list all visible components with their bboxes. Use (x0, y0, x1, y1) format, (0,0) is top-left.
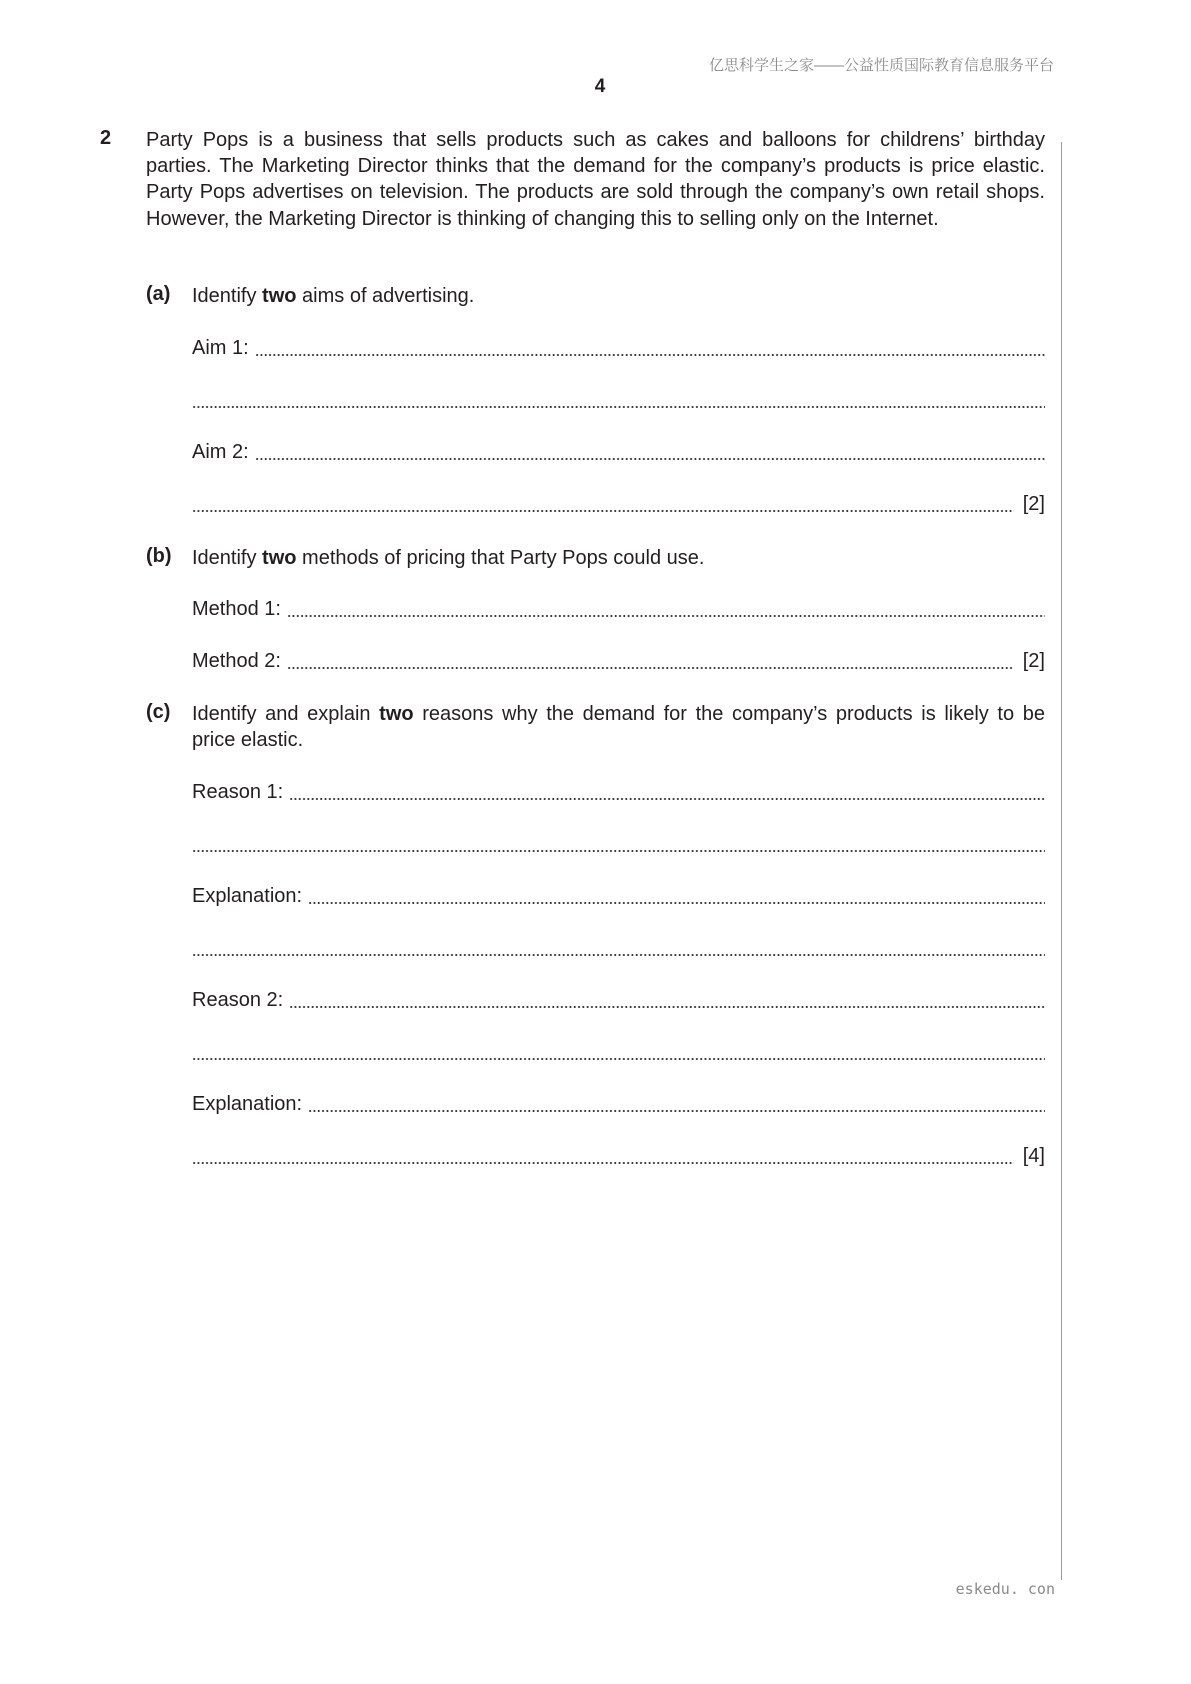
explanation-2-answer-line[interactable] (192, 1091, 1045, 1117)
reason-2-label: Reason 2: (192, 989, 284, 1011)
part-c-prompt-start: Identify and explain (192, 703, 380, 725)
dotted-rule (287, 615, 1045, 617)
dotted-rule (289, 798, 1045, 800)
question-stem: Party Pops is a business that sells products such as cakes and balloons for childrens’ birthday parties. The Marketing Director thinks that the demand for the company’s products is price elastic. Party Pops advertises on television. The products are sold through the company’s own retail shops. However, the Marketing Director is thinking of changing this to selling only on the Internet. (146, 129, 1045, 230)
dotted-rule (289, 1006, 1045, 1008)
part-b-label: (b) (146, 545, 172, 567)
explanation-2-label: Explanation: (192, 1093, 303, 1115)
aim-1-answer-line[interactable] (192, 335, 1045, 361)
part-a-prompt-emphasis: two (262, 285, 297, 307)
reason-2-answer-line[interactable] (192, 987, 1045, 1013)
dotted-rule (287, 667, 1014, 669)
part-c-label: (c) (146, 701, 171, 723)
aim-1-label: Aim 1: (192, 337, 249, 359)
header-watermark: 亿思科学生之家——公益性质国际教育信息服务平台 (708, 57, 1054, 74)
dotted-rule (255, 354, 1045, 356)
part-c-marks: [4] (1022, 1145, 1045, 1167)
page-number: 4 (594, 76, 606, 97)
part-a-marks: [2] (1022, 493, 1045, 515)
dotted-rule (192, 850, 1045, 852)
dotted-rule (192, 510, 1014, 512)
part-b-prompt-start: Identify (192, 547, 263, 569)
method-2-label: Method 2: (192, 650, 281, 672)
aim-2-answer-line[interactable] (192, 439, 1045, 465)
part-c-prompt-emphasis: two (379, 703, 414, 725)
part-a-prompt-start: Identify (192, 285, 263, 307)
reason-1-answer-line[interactable] (192, 779, 1045, 805)
method-2-answer-line[interactable] (192, 648, 1045, 674)
part-a-label: (a) (146, 283, 171, 305)
explanation-1-answer-continuation[interactable] (192, 935, 1045, 961)
aim-2-answer-continuation[interactable] (192, 491, 1045, 517)
footer-watermark: eskedu. con (955, 1580, 1055, 1598)
part-b-prompt-emphasis: two (262, 547, 297, 569)
explanation-1-answer-line[interactable] (192, 883, 1045, 909)
part-c-prompt-end: reasons why the demand for the company’s products is likely to be price elastic. (192, 703, 1045, 751)
part-b-marks: [2] (1022, 650, 1045, 672)
reason-2-answer-continuation[interactable] (192, 1039, 1045, 1065)
aim-2-label: Aim 2: (192, 441, 249, 463)
part-b-prompt (192, 545, 1045, 571)
dotted-rule (192, 1058, 1045, 1060)
dotted-rule (192, 1162, 1014, 1164)
explanation-2-answer-continuation[interactable] (192, 1143, 1045, 1169)
question-number: 2 (100, 127, 112, 149)
margin-line (1061, 142, 1062, 1580)
aim-1-answer-continuation[interactable] (192, 387, 1045, 413)
part-b-prompt-end: methods of pricing that Party Pops could use. (296, 547, 705, 569)
part-a-prompt (192, 283, 1045, 309)
part-a-prompt-end: aims of advertising. (296, 285, 475, 307)
method-1-answer-line[interactable] (192, 596, 1045, 622)
dotted-rule (192, 954, 1045, 956)
method-1-label: Method 1: (192, 598, 281, 620)
dotted-rule (308, 902, 1045, 904)
dotted-rule (192, 406, 1045, 408)
dotted-rule (308, 1110, 1045, 1112)
explanation-1-label: Explanation: (192, 885, 303, 907)
part-c-prompt (192, 701, 1045, 753)
dotted-rule (255, 458, 1045, 460)
reason-1-answer-continuation[interactable] (192, 831, 1045, 857)
reason-1-label: Reason 1: (192, 781, 284, 803)
